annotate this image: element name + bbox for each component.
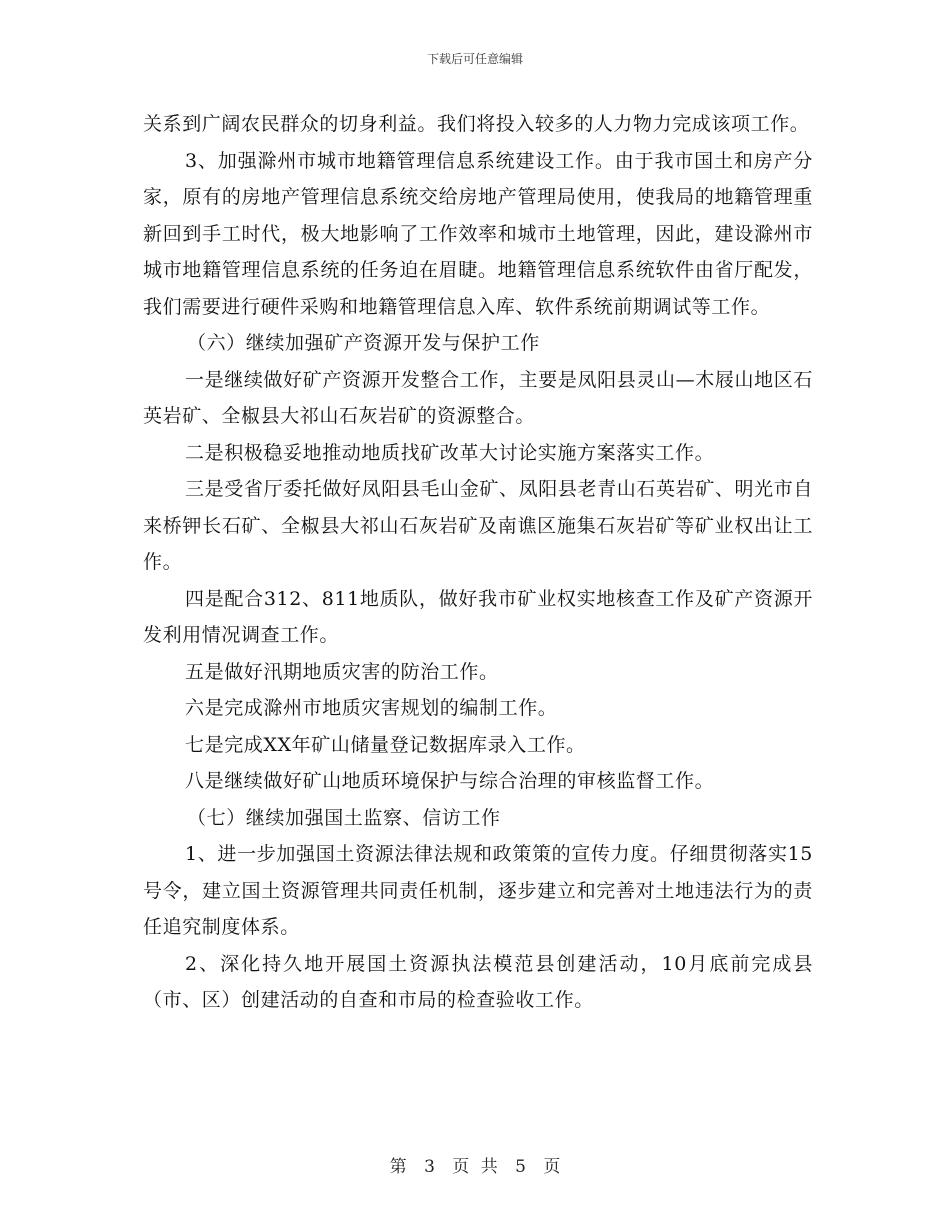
page-footer: [0, 1152, 950, 1177]
paragraph: 2、深化持久地开展国土资源执法模范县创建活动，10月底前完成县（市、区）创建活动的自查和市局的检查验收工作。: [143, 952, 813, 1011]
paragraph: 七是完成XX年矿山储量登记数据库录入工作。: [185, 733, 586, 756]
footer-middle: 页 共: [452, 1157, 498, 1177]
paragraph: 五是做好汛期地质灾害的防治工作。: [185, 660, 499, 683]
section-heading: （六）继续加强矿产资源开发与保护工作: [187, 332, 540, 354]
paragraph: 三是受省厅委托做好凤阳县毛山金矿、凤阳县老青山石英岩矿、明光市自来桥钾长石矿、全椒县大祁山石灰岩矿及南谯区施集石灰岩矿等矿业权出让工作。: [143, 478, 813, 573]
paragraph: 二是积极稳妥地推动地质找矿改革大讨论实施方案落实工作。: [185, 441, 715, 464]
paragraph: 八是继续做好矿山地质环境保护与综合治理的审核监督工作。: [185, 770, 715, 792]
footer-suffix: 页: [543, 1157, 561, 1177]
paragraph: 六是完成滁州市地质灾害规划的编制工作。: [185, 697, 558, 719]
paragraph: 一是继续做好矿产资源开发整合工作，主要是凤阳县灵山—木屐山地区石英岩矿、全椒县大祁山石灰岩矿的资源整合。: [143, 368, 813, 427]
paragraph: 关系到广阔农民群众的切身利益。我们将投入较多的人力物力完成该项工作。: [143, 113, 810, 135]
current-page-number: 3: [424, 1157, 435, 1177]
document-body: [143, 106, 813, 1019]
total-page-count: 5: [515, 1157, 526, 1177]
footer-prefix: 第: [389, 1157, 407, 1177]
paragraph: 1、进一步加强国土资源法律法规和政策策的宣传力度。仔细贯彻落实15号令，建立国土资源管理共同责任机制，逐步建立和完善对土地违法行为的责任追究制度体系。: [143, 843, 813, 938]
paragraph: 四是配合312、811地质队，做好我市矿业权实地核查工作及矿产资源开发利用情况调查工作。: [143, 587, 813, 646]
paragraph: 3、加强滁州市城市地籍管理信息系统建设工作。由于我市国土和房产分家，原有的房地产管理信息系统交给房地产管理局使用，使我局的地籍管理重新回到手工时代，极大地影响了工作效率和城市土地管理，因此，建设滁州市城市地籍管理信息系统的任务迫在眉睫。地籍管理信息系统软件由省厅配发，我们需要进行硬件采购和地籍管理信息入库、软件系统前期调试等工作。: [143, 149, 813, 318]
section-heading: （七）继续加强国土监察、信访工作: [187, 806, 501, 829]
page-header: 下载后可任意编辑: [426, 52, 523, 66]
